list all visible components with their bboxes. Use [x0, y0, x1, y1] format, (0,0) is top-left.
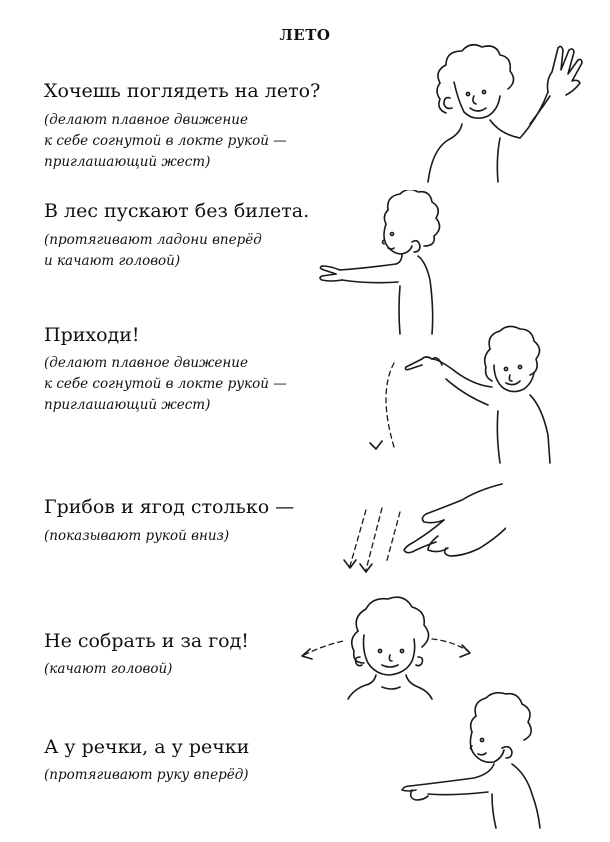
- stanza-4-line: Грибов и ягод столько —: [44, 496, 295, 518]
- child-waving-icon: [410, 38, 590, 188]
- stanza-5-line: Не собрать и за год!: [44, 630, 249, 652]
- child-pointing-forward-icon: [400, 690, 570, 830]
- stanza-6-line: А у речки, а у речки: [44, 736, 250, 758]
- stanza-1-note: (делают плавное движение к себе согнутой в локте рукой — приглашающий жест): [44, 112, 287, 170]
- child-arms-forward-icon: [318, 190, 448, 335]
- stanza-3-line: Приходи!: [44, 324, 140, 346]
- stanza-4-note: (показывают рукой вниз): [44, 528, 230, 544]
- stanza-5-note: (качают головой): [44, 661, 173, 677]
- page-title: ЛЕТО: [279, 26, 331, 44]
- stanza-2-line: В лес пускают без билета.: [44, 200, 310, 222]
- child-beckoning-icon: [360, 325, 560, 465]
- stanza-1-line: Хочешь поглядеть на лето?: [44, 80, 321, 102]
- stanza-6-note: (протягивают руку вперёд): [44, 767, 249, 783]
- stanza-3-note: (делают плавное движение к себе согнутой в локте рукой — приглашающий жест): [44, 355, 287, 413]
- stanza-2-note: (протягивают ладони вперёд и качают головой): [44, 232, 262, 269]
- hand-pointing-down-icon: [326, 470, 506, 580]
